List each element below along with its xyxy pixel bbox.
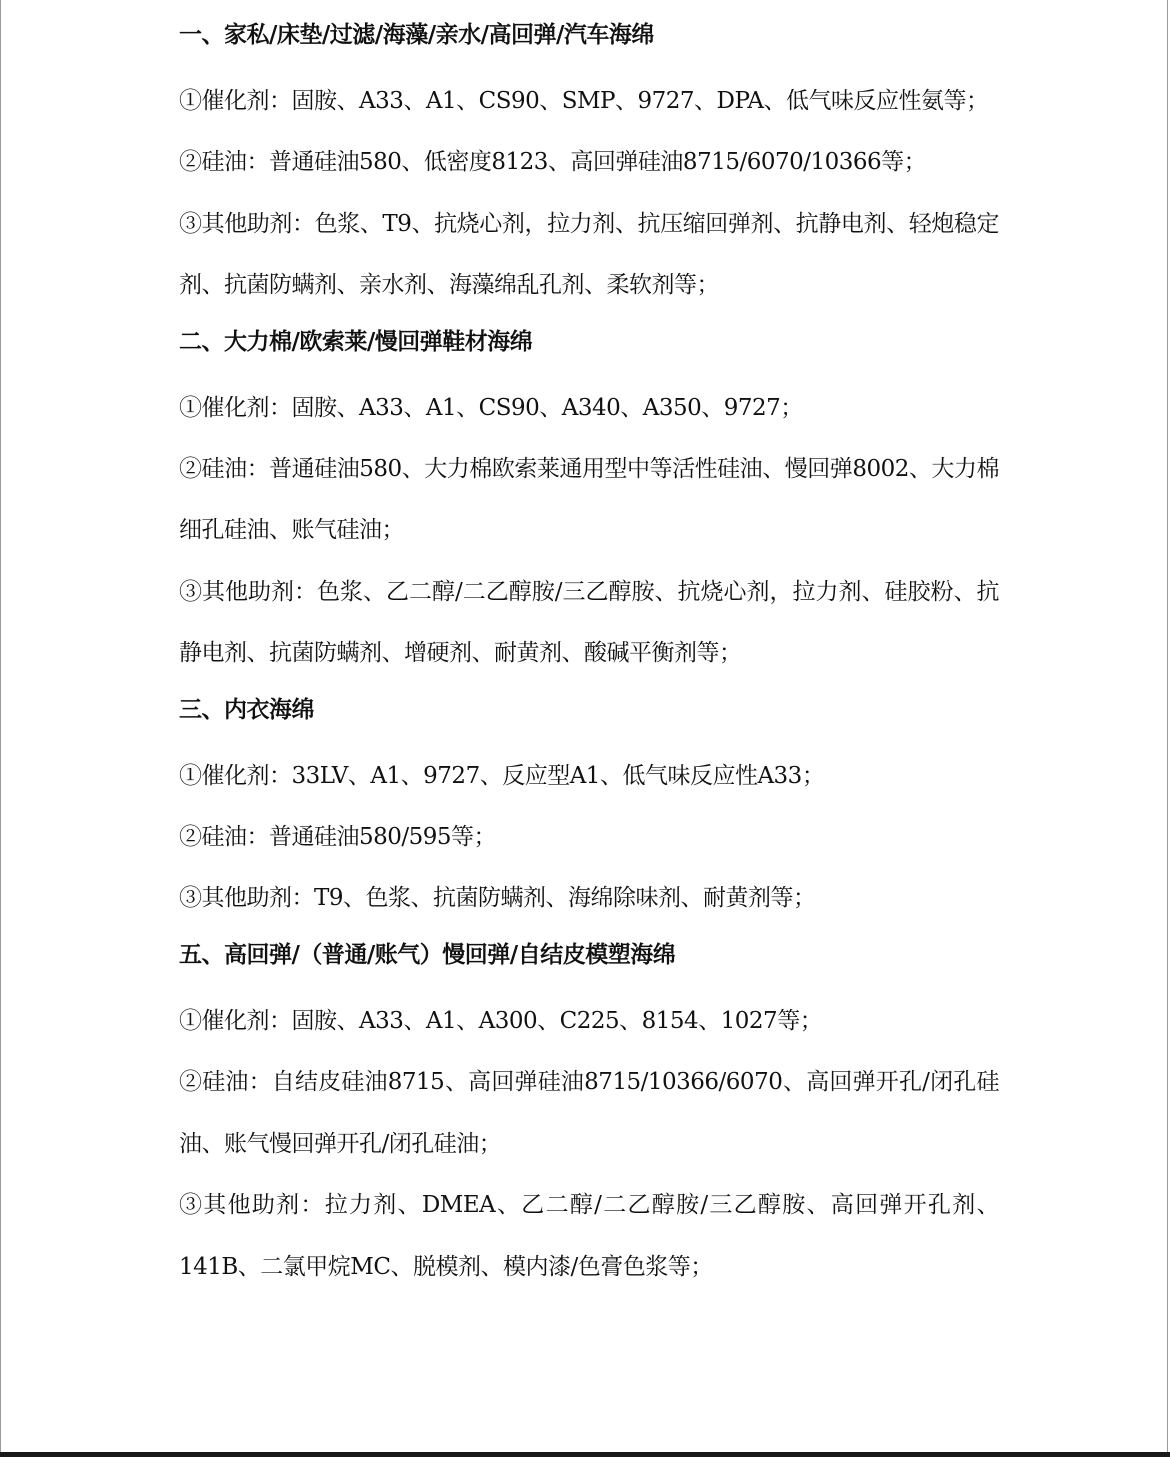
catalyst-item: ①催化剂：33LV、A1、9727、反应型A1、低气味反应性A33；: [179, 762, 825, 789]
section-heading: 五、高回弹/（普通/账气）慢回弹/自结皮模塑海绵: [179, 940, 676, 968]
silicone-oil-item: ②硅油：普通硅油580、低密度8123、高回弹硅油8715/6070/10366等；: [179, 149, 927, 176]
other-additives-item: ③其他助剂：色浆、T9、抗烧心剂，拉力剂、抗压缩回弹剂、抗静电剂、轻炮稳定剂、抗菌防螨剂、亲水剂、海藻绵乱孔剂、柔软剂等；: [179, 210, 999, 299]
catalyst-item: ①催化剂：固胺、A33、A1、CS90、SMP、9727、DPA、低气味反应性氨等；: [179, 88, 989, 114]
document-content: [179, 10, 999, 1298]
section-underwear-foam: [179, 685, 999, 930]
other-additives-item: ③其他助剂：T9、色浆、抗菌防螨剂、海绵除味剂、耐黄剂等；: [179, 885, 816, 912]
catalyst-item: ①催化剂：固胺、A33、A1、CS90、A340、A350、9727；: [179, 394, 803, 421]
silicone-oil-item: ②硅油：普通硅油580、大力棉欧索莱通用型中等活性硅油、慢回弹8002、大力棉细孔硅油、账气硅油；: [179, 456, 999, 544]
section-dali-foam: [179, 317, 999, 685]
section-heading: 三、内衣海绵: [179, 695, 314, 723]
other-additives-item: ③其他助剂：拉力剂、DMEA、乙二醇/二乙醇胺/三乙醇胺、高回弹开孔剂、141B、二氯甲烷MC、脱模剂、模内漆/色膏色浆等；: [179, 1192, 999, 1280]
silicone-oil-item: ②硅油：自结皮硅油8715、高回弹硅油8715/10366/6070、高回弹开孔/闭孔硅油、账气慢回弹开孔/闭孔硅油；: [179, 1069, 999, 1157]
section-molded-foam: [179, 930, 999, 1298]
catalyst-item: ①催化剂：固胺、A33、A1、A300、C225、8154、1027等；: [179, 1007, 823, 1034]
silicone-oil-item: ②硅油：普通硅油580/595等；: [179, 824, 497, 851]
section-heading: 一、家私/床垫/过滤/海藻/亲水/高回弹/汽车海绵: [179, 21, 654, 48]
page-bottom-border: [0, 1452, 1170, 1457]
section-furniture-foam: [179, 10, 999, 317]
section-heading: 二、大力棉/欧索莱/慢回弹鞋材海绵: [179, 327, 533, 355]
other-additives-item: ③其他助剂：色浆、乙二醇/二乙醇胺/三乙醇胺、抗烧心剂，拉力剂、硅胶粉、抗静电剂、抗菌防螨剂、增硬剂、耐黄剂、酸碱平衡剂等；: [179, 578, 999, 667]
